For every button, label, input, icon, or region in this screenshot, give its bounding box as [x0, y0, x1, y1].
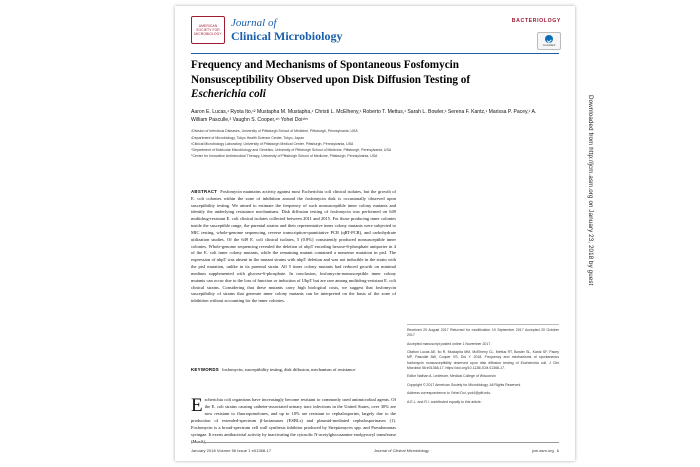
footer-page-number: 1 [556, 448, 559, 453]
article-title-line2: Nonsusceptibility Observed upon Disk Diffusion Testing of [191, 73, 471, 86]
footer-url[interactable]: jcm.asm.org [531, 448, 554, 453]
masthead-divider [191, 53, 559, 54]
affiliation-item: ¹Division of Infectious Diseases, University of Pittsburgh School of Medicine, Pittsburgh, Pennsylvania, USA [191, 129, 358, 134]
journal-title-line1: Journal of [231, 17, 277, 29]
metadata-citation: Citation Lucas AE, Ito R, Mustapha MM, McElheny CL, Mettus RT, Bowler SL, Kantz SF, Pacey MP, Pasculle AW, Cooper VS, Doi Y. 2018. Frequency and mechanisms of spontaneous fosfomycin nonsusceptibility observed upon disk diffusion testing of Escherichia coli. J Clin Microbiol 56:e01368-17. https://doi.org/10.1128/JCM.01368-17. [407, 350, 559, 370]
affiliation-list [191, 129, 431, 159]
asm-logo-text: AMERICAN SOCIETY FOR MICROBIOLOGY [194, 23, 222, 37]
affiliation-item: ³Clinical Microbiology Laboratory, University of Pittsburgh Medical Center, Pittsburgh, Pennsylvania, USA [191, 141, 354, 146]
introduction-text: scherichia coli organisms have increasingly become resistant to commonly used antimicrobial agents. Of the E. coli strains causing catheter-associated urinary tract infections in the United States, over 30% are now resistant to fluoroquinolones, and up to 10% are resistant to cephalosporins, largely due to the production of extended-spectrum β-lactamases (ESBLs) and plasmid-mediated cephalosporinases (1). Fosfomycin is a broad-spectrum cell wall synthesis inhibitor produced by Streptomyces spp. and Pseudomonas syringae. It exerts antibacterial activity by inactivating the cytosolic N-acetylglucosamine enolpyruvyl transferase (MurA), [191, 397, 396, 444]
keywords-label: KEYWORDS [191, 367, 219, 372]
drop-cap: E [191, 395, 203, 416]
metadata-received: Received 20 August 2017 Returned for modification 19 September 2017 Accepted 20 October 2017 [407, 328, 559, 338]
page-footer [191, 448, 559, 453]
metadata-contribution-note: A.E.L. and R.I. contributed equally to this article. [407, 399, 482, 404]
footer-journal-name: Journal of Clinical Microbiology [373, 448, 430, 453]
metadata-divider [407, 324, 559, 325]
masthead [175, 6, 575, 52]
journal-title [231, 18, 342, 44]
asm-logo-icon [191, 16, 225, 44]
keywords-text: fosfomycin, susceptibility testing, disk diffusion, mechanism of resistance [221, 367, 356, 372]
metadata-posted-online: Accepted manuscript posted online 1 November 2017 [407, 341, 491, 346]
metadata-copyright: Copyright © 2017 American Society for Microbiology. All Rights Reserved. [407, 382, 522, 387]
metadata-editor: Editor Nathan A. Ledeboer, Medical College of Wisconsin [407, 374, 496, 379]
abstract-section [191, 189, 396, 305]
article-title-organism: Escherichia coli [191, 88, 266, 101]
affiliation-item: ²Department of Microbiology, Tokyo Health Science Center, Tokyo, Japan [191, 135, 305, 140]
footer-right [532, 448, 559, 453]
affiliation-item: ⁴Department of Molecular Microbiology and Genetics, University of Pittsburgh School of Medicine, Pittsburgh, Pennsylvania, USA [191, 147, 392, 152]
crossmark-badge[interactable] [537, 32, 561, 50]
article-title-line1: Frequency and Mechanisms of Spontaneous Fosfomycin [191, 59, 460, 71]
download-watermark: Downloaded from http://jcm.asm.org on January 23, 2018 by guest [587, 95, 594, 286]
abstract-label: ABSTRACT [191, 189, 218, 195]
metadata-correspondence: Address correspondence to Yohei Doi, yod4@pitt.edu. [407, 391, 492, 396]
footer-divider [191, 442, 559, 443]
introduction-paragraph [191, 397, 396, 446]
metadata-block [407, 328, 559, 405]
crossmark-check-icon [545, 35, 553, 43]
abstract-text: Fosfomycin maintains activity against most Escherichia coli clinical isolates, but the growth of E. coli colonies within the zone of inhibition around the fosfomycin disk is occasionally observed upon susceptibility testing. We aimed to estimate the frequency of such nonsusceptible inner colony mutants and identify the underlying resistance mechanisms. Disk diffusion testing of fosfomycin was performed on 649 multidrug-resistant E. coli clinical isolates collected between 2011 and 2015. For those producing inner colonies inside the susceptible range, the parental strains and their representative inner colony mutants were subjected to MIC testing, whole-genome sequencing, reverse transcription-quantitative PCR (qRT-PCR), and carbohydrate utilization studies. Of the 649 E. coli clinical isolates, 5 (0.8%) consistently produced nonsusceptible inner colonies. Whole-genome sequencing revealed the deletion of uhpT encoding hexose-6-phosphate antiporter in 4 of the E. coli inner colony mutants, while the remaining mutant contained a nonsense mutation in ptsI. The expression of uhpT was absent in the mutant strains with uhpT deletion and was not inducible in the strain with the ptsI mutation, unlike in its parental strain. All 5 inner colony mutants had reduced growth on minimal medium supplemented with glucose-6-phosphate. In conclusion, fosfomycin-nonsusceptible inner colony mutants can occur due to the loss of function or induction of UhpT but are rare among multidrug-resistant E. coli clinical strains. Considering that these mutants carry high biological costs, we suggest that fosfomycin susceptibility of strains that generate inner colony mutants can be interpreted on the basis of the zone of inhibition without accounting for the inner colonies. [191, 189, 396, 304]
title-block [191, 58, 559, 160]
publication-metadata [407, 324, 559, 408]
keywords-section [191, 367, 396, 374]
section-label: BACTERIOLOGY [511, 18, 561, 24]
footer-issue-info: January 2018 Volume 56 Issue 1 e01368-17 [191, 448, 272, 453]
crossmark-label: CrossMark [542, 43, 556, 47]
affiliation-item: ⁵Center for Innovative Antimicrobial Therapy, University of Pittsburgh School of Medicine, Pittsburgh, Pennsylvania, USA [191, 154, 378, 159]
journal-title-line2: Clinical Microbiology [231, 29, 343, 43]
author-list: Aaron E. Lucas,¹ Ryota Ito,¹² Mustapha M. Mustapha,¹ Christi L. McElheny,¹ Roberto T. Mettus,¹ Sarah L. Bowler,¹ Serena F. Kantz,¹ Marissa P. Pacey,¹ A. William Pasculle,³ Vaughn S. Cooper,⁴ʰ Yohei Doi¹ʰ⁵ [191, 108, 537, 123]
page-title [191, 58, 559, 102]
article-page [175, 6, 575, 461]
